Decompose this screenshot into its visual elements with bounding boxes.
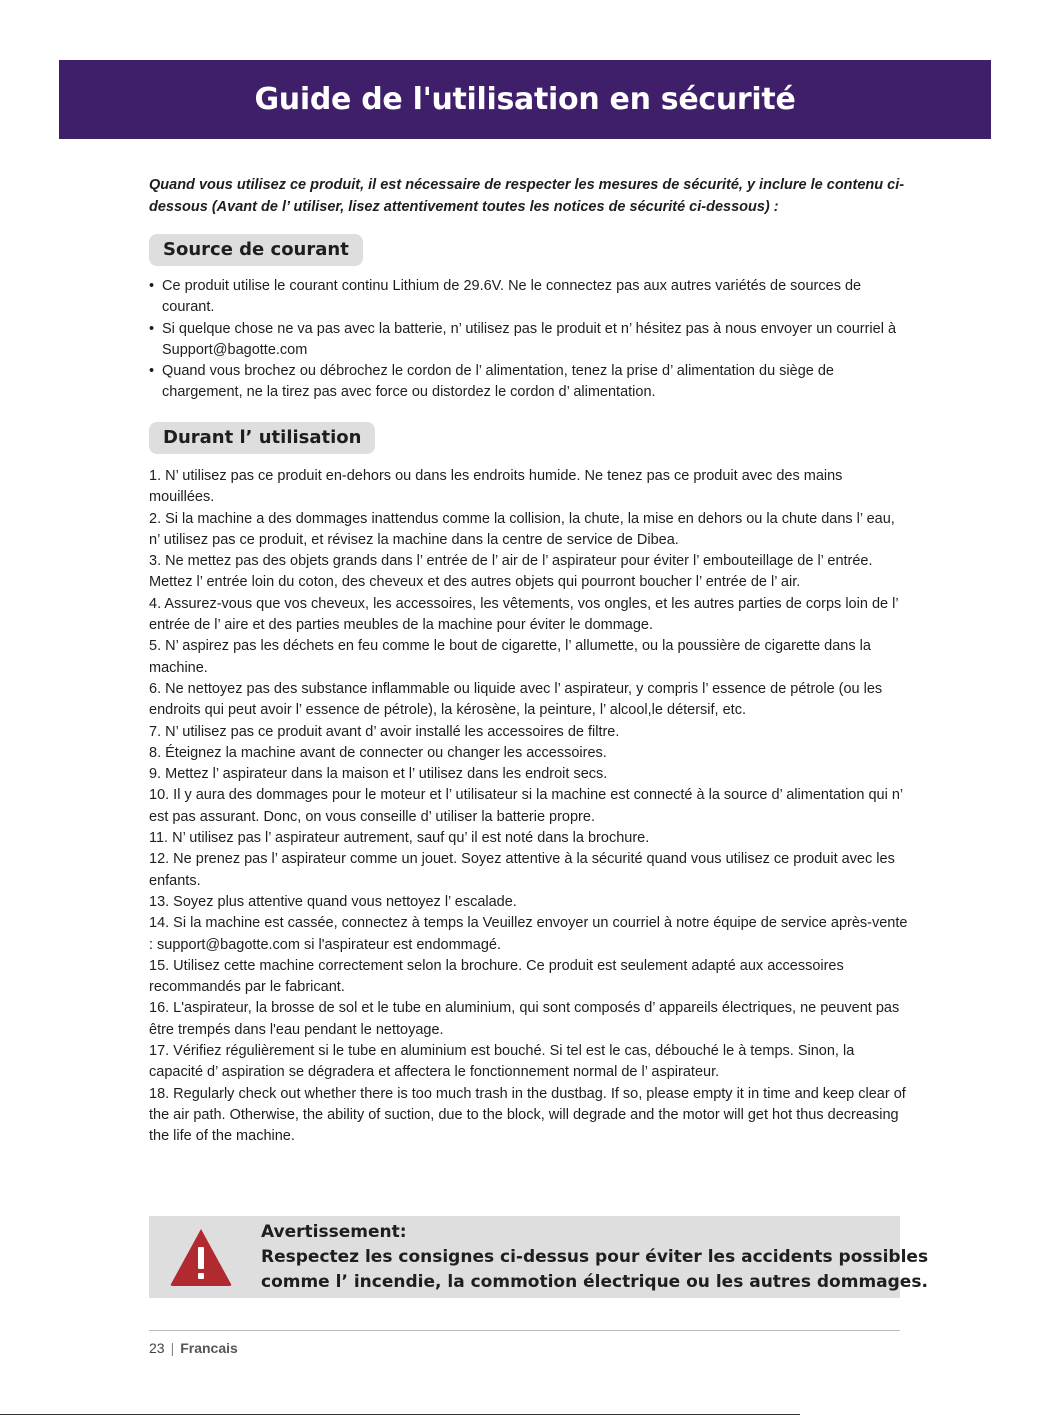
section-heading-power: Source de courant	[149, 234, 363, 266]
list-item: • Quand vous brochez ou débrochez le cordon de l’ alimentation, tenez la prise d’ alimentation du siège de chargement, ne la tirez pas avec force ou distordez le cordon d’ alimentation.	[149, 361, 909, 404]
intro-text: Quand vous utilisez ce produit, il est nécessaire de respecter les mesures de sécurité, y inclure le contenu ci-dessous (Avant de l’ utiliser, lisez attentivement toutes les notices de sécurité ci-dessous) :	[149, 177, 905, 215]
list-item: 2. Si la machine a des dommages inattendus comme la collision, la chute, la mise en dehors ou la chute dans l’ eau, n’ utilisez pas ce produit, et révisez la machine dans la centre de service de Dibea.	[149, 510, 895, 548]
footer-language: Francais	[180, 1340, 238, 1356]
list-item: 10. Il y aura des dommages pour le moteur et l’ utilisateur si la machine est connecté à la source d’ alimentation qui n’ est pas assurant. Donc, on vous conseille d’ utiliser la batterie propre.	[149, 787, 903, 825]
list-item: 14. Si la machine est cassée, connectez à temps la Veuillez envoyer un courriel à notre équipe de service après-vente : support@bagotte.com si l'aspirateur est endommagé.	[149, 915, 908, 953]
warning-line-2: comme l’ incendie, la commotion électrique ou les autres dommages.	[261, 1272, 928, 1292]
list-item: • Si quelque chose ne va pas avec la batterie, n’ utilisez pas le produit et n’ hésitez pas à nous envoyer un courriel à Support@bagotte.com	[149, 319, 909, 362]
power-bullet-list	[149, 276, 909, 404]
page-title: Guide de l'utilisation en sécurité	[254, 82, 796, 117]
list-item: 15. Utilisez cette machine correctement selon la brochure. Ce produit est seulement adapté aux accessoires recommandés par le fabricant.	[149, 957, 844, 996]
warning-line-1: Respectez les consignes ci-dessus pour éviter les accidents possibles	[261, 1247, 929, 1267]
warning-title: Avertissement:	[261, 1222, 407, 1242]
page-number: 23	[149, 1340, 165, 1356]
list-item: 8. Éteignez la machine avant de connecter ou changer les accessoires.	[149, 744, 607, 761]
list-item: 18. Regularly check out whether there is too much trash in the dustbag. If so, please empty it in time and keep clear of the air path. Otherwise, the ability of suction, due to the block, will degrade and the motor will get hot thus decreasing the life of the machine.	[149, 1085, 906, 1145]
list-item: 17. Vérifiez régulièrement si le tube en aluminium est bouché. Si tel est le cas, débouché le à temps. Sinon, la capacité d’ aspiration se dégradera et affectera le fonctionnement normal de l’ aspirateur.	[149, 1043, 855, 1081]
list-item: 7. N’ utilisez pas ce produit avant d’ avoir installé les accessoires de filtre.	[149, 723, 620, 740]
list-item: 11. N’ utilisez pas l’ aspirateur autrement, sauf qu’ il est noté dans la brochure.	[149, 830, 650, 847]
list-item: 3. Ne mettez pas des objets grands dans l’ entrée de l’ air de l’ aspirateur pour éviter l’ embouteillage de l’ entrée. Mettez l’ entrée loin du coton, des cheveux et des autres objets qui pourront boucher l’ entrée de l’ air.	[149, 553, 873, 591]
usage-rules-list	[149, 466, 909, 1148]
list-item: 9. Mettez l’ aspirateur dans la maison et l’ utilisez dans les endroit secs.	[149, 766, 608, 783]
list-item: 12. Ne prenez pas l’ aspirateur comme un jouet. Soyez attentive à la sécurité quand vous utilisez ce produit avec les enfants.	[149, 851, 895, 889]
list-item: 1. N’ utilisez pas ce produit en-dehors ou dans les endroits humide. Ne tenez pas ce produit avec des mains mouillées.	[149, 468, 843, 506]
list-item: 5. N’ aspirez pas les déchets en feu comme le bout de cigarette, l’ allumette, ou la poussière de cigarette dans la machine.	[149, 638, 871, 676]
footer	[149, 1340, 238, 1356]
list-item: 4. Assurez-vous que vos cheveux, les accessoires, les vêtements, vos ongles, et les autres parties de corps loin de l’ entrée de l’ aire et des parties meubles de la machine pour éviter le dommage.	[149, 595, 899, 634]
list-item: 16. L'aspirateur, la brosse de sol et le tube en aluminium, qui sont composés d’ appareils électriques, ne peuvent pas être trempés dans l'eau pendant le nettoyage.	[149, 1000, 900, 1038]
title-banner	[59, 60, 991, 139]
page-edge-line	[0, 1414, 800, 1415]
section-heading-usage: Durant l’ utilisation	[149, 422, 375, 454]
footer-divider	[149, 1330, 900, 1331]
footer-separator: |	[170, 1340, 175, 1356]
list-item: 13. Soyez plus attentive quand vous nettoyez l’ escalade.	[149, 893, 517, 910]
warning-box	[149, 1216, 929, 1298]
list-item: • Ce produit utilise le courant continu Lithium de 29.6V. Ne le connectez pas aux autres variétés de sources de courant.	[149, 276, 909, 319]
list-item: 6. Ne nettoyez pas des substance inflammable ou liquide avec l’ aspirateur, y compris l’ essence de pétrole (ou les endroits qui peut avoir l’ essence de pétrole), la kérosène, la peinture, l’ alcool,le détersif, etc.	[149, 680, 883, 719]
warning-triangle-icon	[169, 1227, 233, 1287]
